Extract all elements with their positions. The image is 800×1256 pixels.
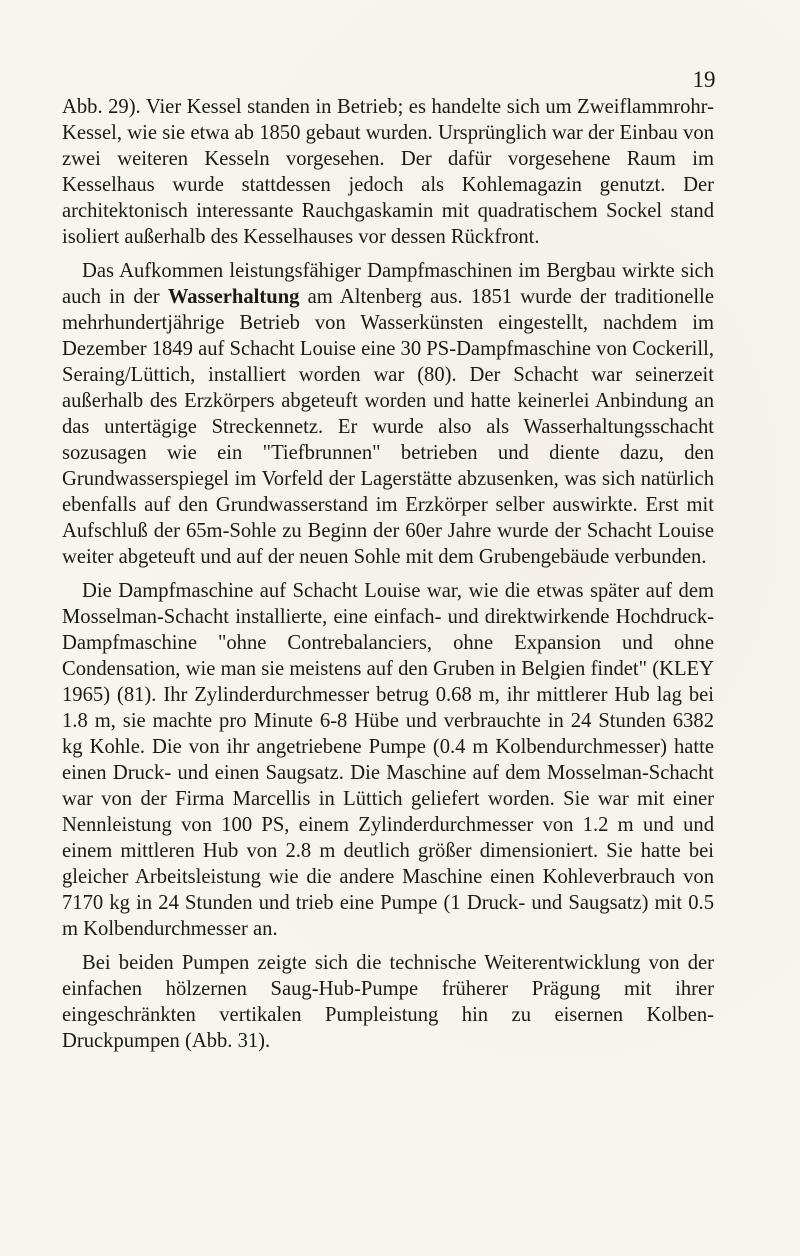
paragraph-water-drainage	[62, 258, 714, 570]
page-number: 19	[692, 67, 716, 92]
paragraph-boilers: Abb. 29). Vier Kessel standen in Betrieb; es handelte sich um Zweiflammrohr-Kessel, wie sie etwa ab 1850 gebaut wurden. Ursprünglich war der Einbau von zwei weiteren Kesseln vorgesehen. Der dafür vorgesehene Raum im Kesselhaus wurde stattdessen jedoch als Kohlemagazin genutzt. Der architektonisch interessante Rauchgaskamin mit quadratischem Sockel stand isoliert außerhalb des Kesselhauses vor dessen Rückfront.	[62, 96, 714, 248]
paragraph-water-drainage-intro: Das Aufkommen leistungsfähiger Dampfmaschinen im Bergbau wirkte sich auch in der	[62, 260, 714, 308]
body-text	[62, 94, 714, 1062]
paragraph-pumps: Bei beiden Pumpen zeigte sich die technische Weiterentwicklung von der einfachen hölzernen Saug-Hub-Pumpe früherer Prägung mit ihrer eingeschränkten vertikalen Pumpleistung hin zu eisernen Kolben-Druckpumpen (Abb. 31).	[62, 952, 714, 1052]
paragraph-water-drainage-rest: am Altenberg aus. 1851 wurde der traditionelle mehrhundertjährige Betrieb von Wasserkünsten eingestellt, nachdem im Dezember 1849 auf Schacht Louise eine 30 PS-Dampfmaschine von Cockerill, Seraing/Lüttich, installiert worden war (80). Der Schacht war seinerzeit außerhalb des Erzkörpers abgeteuft worden und hatte keinerlei Anbindung an das untertägige Streckennetz. Er wurde also als Wasserhaltungsschacht sozusagen wie ein "Tiefbrunnen" betrieben und diente dazu, den Grundwasserspiegel im Vorfeld der Lagerstätte abzusenken, was sich natürlich ebenfalls auf den Grundwasserstand im Erzkörper selber auswirkte. Erst mit Aufschluß der 65m-Sohle zu Beginn der 60er Jahre wurde der Schacht Louise weiter abgeteuft und auf der neuen Sohle mit dem Grubengebäude verbunden.	[62, 286, 714, 568]
term-wasserhaltung: Wasserhaltung	[167, 286, 300, 308]
paragraph-steam-engines: Die Dampfmaschine auf Schacht Louise war, wie die etwas später auf dem Mosselman-Schacht installierte, eine einfach- und direktwirkende Hochdruck-Dampfmaschine "ohne Contrebalanciers, ohne Expansion und ohne Condensation, wie man sie meistens auf den Gruben in Belgien findet" (KLEY 1965) (81). Ihr Zylinderdurchmesser betrug 0.68 m, ihr mittlerer Hub lag bei 1.8 m, sie machte pro Minute 6-8 Hübe und verbrauchte in 24 Stunden 6382 kg Kohle. Die von ihr angetriebene Pumpe (0.4 m Kolbendurchmesser) hatte einen Druck- und einen Saugsatz. Die Maschine auf dem Mosselman-Schacht war von der Firma Marcellis in Lüttich geliefert worden. Sie war mit einer Nennleistung von 100 PS, einem Zylinderdurchmesser von 1.2 m und und einem mittleren Hub von 2.8 m deutlich größer dimensioniert. Sie hatte bei gleicher Arbeitsleistung wie die andere Maschine einen Kohleverbrauch von 7170 kg in 24 Stunden und trieb eine Pumpe (1 Druck- und Saugsatz) mit 0.5 m Kolbendurchmesser an.	[62, 580, 714, 940]
